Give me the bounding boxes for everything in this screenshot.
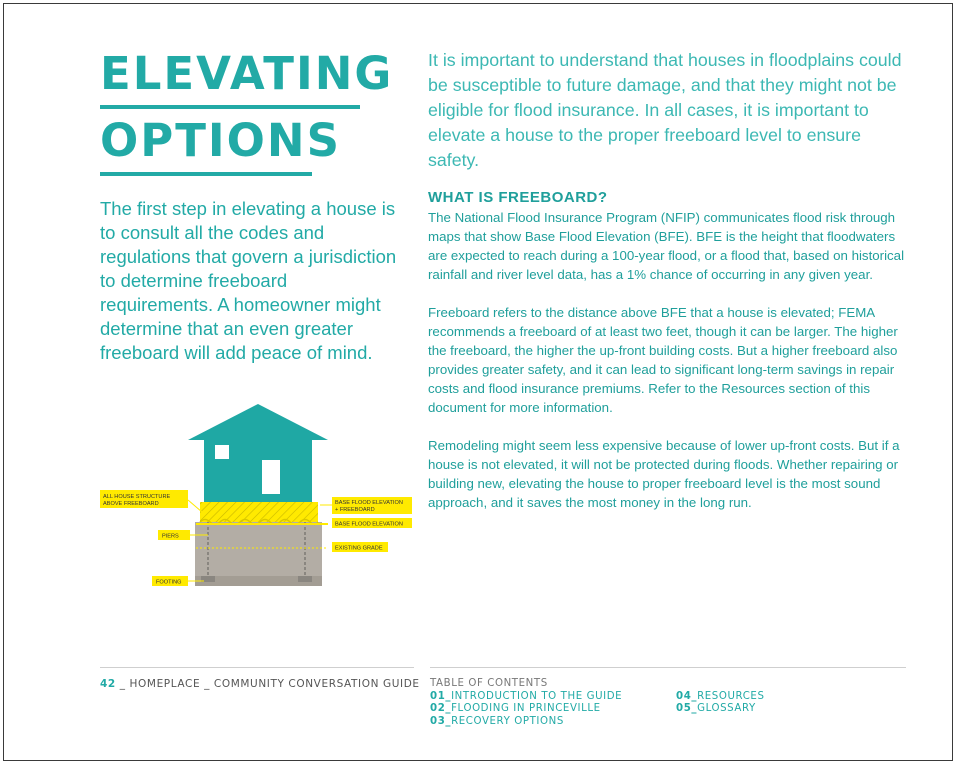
house-door — [262, 460, 280, 494]
label-bfe-freeboard-1: BASE FLOOD ELEVATION — [335, 500, 403, 506]
toc-item[interactable] — [430, 703, 622, 716]
toc-item-label: RECOVERY OPTIONS — [451, 715, 564, 727]
table-of-contents — [430, 678, 765, 727]
toc-column-1 — [430, 691, 622, 729]
footer-publication — [100, 678, 420, 690]
toc-item-number: 03_ — [430, 715, 452, 727]
label-existing-grade: EXISTING GRADE — [335, 545, 383, 552]
intro-text: It is important to understand that houses in floodplains could be susceptible to future damage, and that they might not be eligible for flood insurance. In all cases, it is important to elevate a house to the proper freeboard level to ensure safety. — [428, 50, 902, 170]
toc-item-number: 05_ — [676, 703, 698, 714]
toc-item-label: FLOODING IN PRINCEVILLE — [451, 703, 601, 714]
toc-item[interactable] — [676, 691, 765, 704]
section-paragraph-1: The National Flood Insurance Program (NFIP) communicates flood risk through maps that show Base Flood Elevation (BFE). BFE is the height that floodwaters are expected to reach during a 100-year flood, or a flood that, based on historical rainfall and river level data, has a 1% chance of occurring in any given year. — [428, 210, 905, 282]
footing-right — [298, 576, 312, 582]
toc-item-label: GLOSSARY — [697, 703, 756, 714]
intro-paragraph — [428, 48, 913, 173]
footer-separator: _ — [115, 678, 130, 690]
title-line-2: OPTIONS — [100, 109, 312, 176]
label-house-structure-2: ABOVE FREEBOARD — [103, 501, 159, 507]
toc-column-2 — [676, 691, 765, 716]
toc-item-number: 04_ — [676, 690, 698, 702]
lead-paragraph — [100, 197, 400, 365]
label-bfe: BASE FLOOD ELEVATION — [335, 521, 403, 528]
footer-rule-right — [430, 667, 906, 668]
house-body — [204, 434, 312, 502]
title-line-1: ELEVATING — [100, 42, 360, 109]
section-heading: WHAT IS FREEBOARD? — [428, 189, 608, 206]
freeboard-band — [200, 502, 318, 522]
label-piers: PIERS — [162, 533, 179, 540]
page-title — [100, 42, 394, 176]
toc-item-label: INTRODUCTION TO THE GUIDE — [451, 690, 623, 702]
label-footing: FOOTING — [156, 579, 182, 586]
toc-item[interactable] — [676, 703, 765, 716]
elevation-diagram — [100, 400, 420, 600]
freeboard-section — [428, 188, 913, 531]
toc-item-number: 01_ — [430, 690, 452, 702]
label-house-structure-1: ALL HOUSE STRUCTURE — [103, 494, 171, 500]
section-paragraph-3: Remodeling might seem less expensive because of lower up-front costs. But if a house is not elevated, it will not be protected during floods. Whether repairing or building new, elevating the house to proper freeboard level is the most sound approach, and it saves the most money in the long run. — [428, 438, 900, 510]
toc-heading: TABLE OF CONTENTS — [430, 678, 548, 689]
footer-rule-left — [100, 667, 414, 668]
label-bfe-freeboard-2: + FREEBOARD — [335, 507, 375, 513]
toc-item[interactable] — [430, 716, 622, 729]
toc-item[interactable] — [430, 691, 622, 704]
lead-text: The first step in elevating a house is to consult all the codes and regulations that govern a jurisdiction to determine freeboard requirements. A homeowner might determine that an even greater freeboard will add peace of mind. — [100, 198, 397, 363]
toc-item-label: RESOURCES — [697, 690, 765, 702]
publication-title: HOMEPLACE _ COMMUNITY CONVERSATION GUIDE — [129, 678, 420, 690]
page-number: 42 — [100, 678, 116, 690]
toc-item-number: 02_ — [430, 703, 452, 714]
house-window — [215, 445, 229, 459]
section-paragraph-2: Freeboard refers to the distance above BFE that a house is elevated; FEMA recommends a freeboard of at least two feet, though it can be larger. The higher the freeboard, the higher the up-front building costs. But a higher freeboard also provides greater safety, and it can lead to significant long-term savings in repair costs and flood insurance premiums. Refer to the Resources section of this document for more information. — [428, 305, 898, 415]
